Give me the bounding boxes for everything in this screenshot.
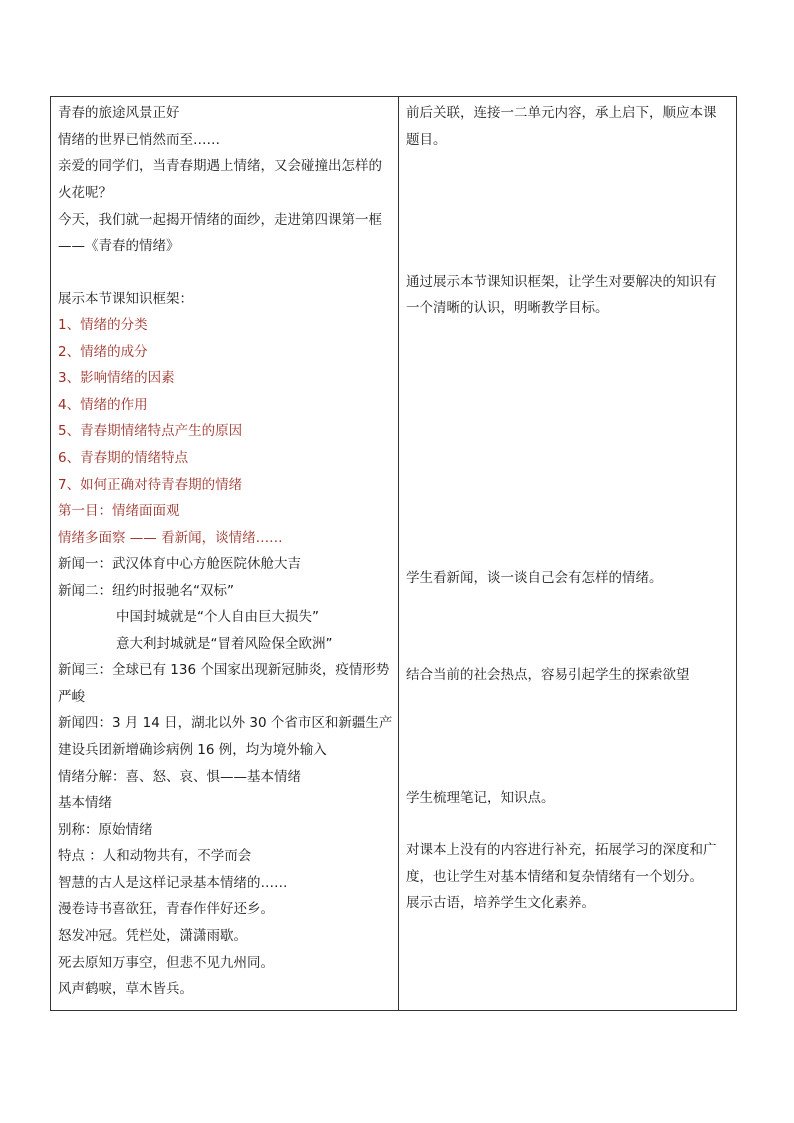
note-line: 前后关联，连接一二单元内容，承上启下，顺应本课 [406,105,717,121]
text-line: 情绪的世界已悄然而至…… [58,132,220,148]
note-line: 题目。 [406,132,447,148]
section-subheading: 情绪多面察 —— 看新闻，谈情绪…… [58,530,283,546]
column-divider [398,97,399,1010]
note-line: 对课本上没有的内容进行补充，拓展学习的深度和广 [406,842,717,858]
framework-item: 7、如何正确对待青春期的情绪 [58,477,243,493]
text-line: 亲爱的同学们，当青春期遇上情绪，又会碰撞出怎样的 [58,158,382,174]
poem-line: 死去原知万事空，但悲不见九州同。 [58,955,274,971]
note-line: 通过展示本节课知识框架，让学生对要解决的知识有 [406,274,717,290]
lesson-table [50,96,737,1011]
news-item: 意大利封城就是“冒着风险保全欧洲” [116,636,333,652]
section-heading: 第一目：情绪面面观 [58,503,180,519]
text-line: ——《青春的情绪》 [58,238,180,254]
note-line: 学生看新闻，谈一谈自己会有怎样的情绪。 [406,570,663,586]
framework-item: 1、情绪的分类 [58,317,148,333]
text-line: 智慧的古人是这样记录基本情绪的…… [58,875,288,891]
framework-heading: 展示本节课知识框架： [58,291,193,307]
framework-item: 6、青春期的情绪特点 [58,450,189,466]
note-line: 学生梳理笔记，知识点。 [406,790,555,806]
poem-line: 漫卷诗书喜欲狂，青春作伴好还乡。 [58,901,274,917]
poem-line: 风声鹤唳，草木皆兵。 [58,981,193,997]
design-intent-column [406,97,734,1010]
news-item: 新闻一：武汉体育中心方舱医院休舱大吉 [58,556,301,572]
text-line: 火花呢？ [58,185,112,201]
news-item: 新闻三：全球已有 136 个国家出现新冠肺炎，疫情形势 [58,662,390,678]
teaching-content-column [58,97,396,1010]
text-line: 别称：原始情绪 [58,822,153,838]
text-line: 严峻 [58,689,85,705]
note-line: 结合当前的社会热点，容易引起学生的探索欲望 [406,667,690,683]
note-line: 度，也让学生对基本情绪和复杂情绪有一个划分。 [406,869,703,885]
poem-line: 怒发冲冠。凭栏处，潇潇雨歇。 [58,928,247,944]
news-item: 新闻二：纽约时报驰名“双标” [58,583,234,599]
text-line: 今天，我们就一起揭开情绪的面纱，走进第四课第一框 [58,212,382,228]
news-item: 中国封城就是“个人自由巨大损失” [116,609,319,625]
news-item: 新闻四：3 月 14 日，湖北以外 30 个省市区和新疆生产 [58,715,393,731]
framework-item: 2、情绪的成分 [58,344,148,360]
framework-item: 3、影响情绪的因素 [58,370,175,386]
text-line: 情绪分解：喜、怒、哀、惧——基本情绪 [58,769,301,785]
text-line: 基本情绪 [58,795,112,811]
framework-item: 5、青春期情绪特点产生的原因 [58,423,243,439]
note-line: 展示古语，培养学生文化素养。 [406,895,595,911]
text-line: 青春的旅途风景正好 [58,105,180,121]
note-line: 一个清晰的认识，明晰教学目标。 [406,300,609,316]
text-line: 特点 ：人和动物共有，不学而会 [58,848,252,864]
framework-item: 4、情绪的作用 [58,397,148,413]
text-line: 建设兵团新增确诊病例 16 例，均为境外输入 [58,742,327,758]
